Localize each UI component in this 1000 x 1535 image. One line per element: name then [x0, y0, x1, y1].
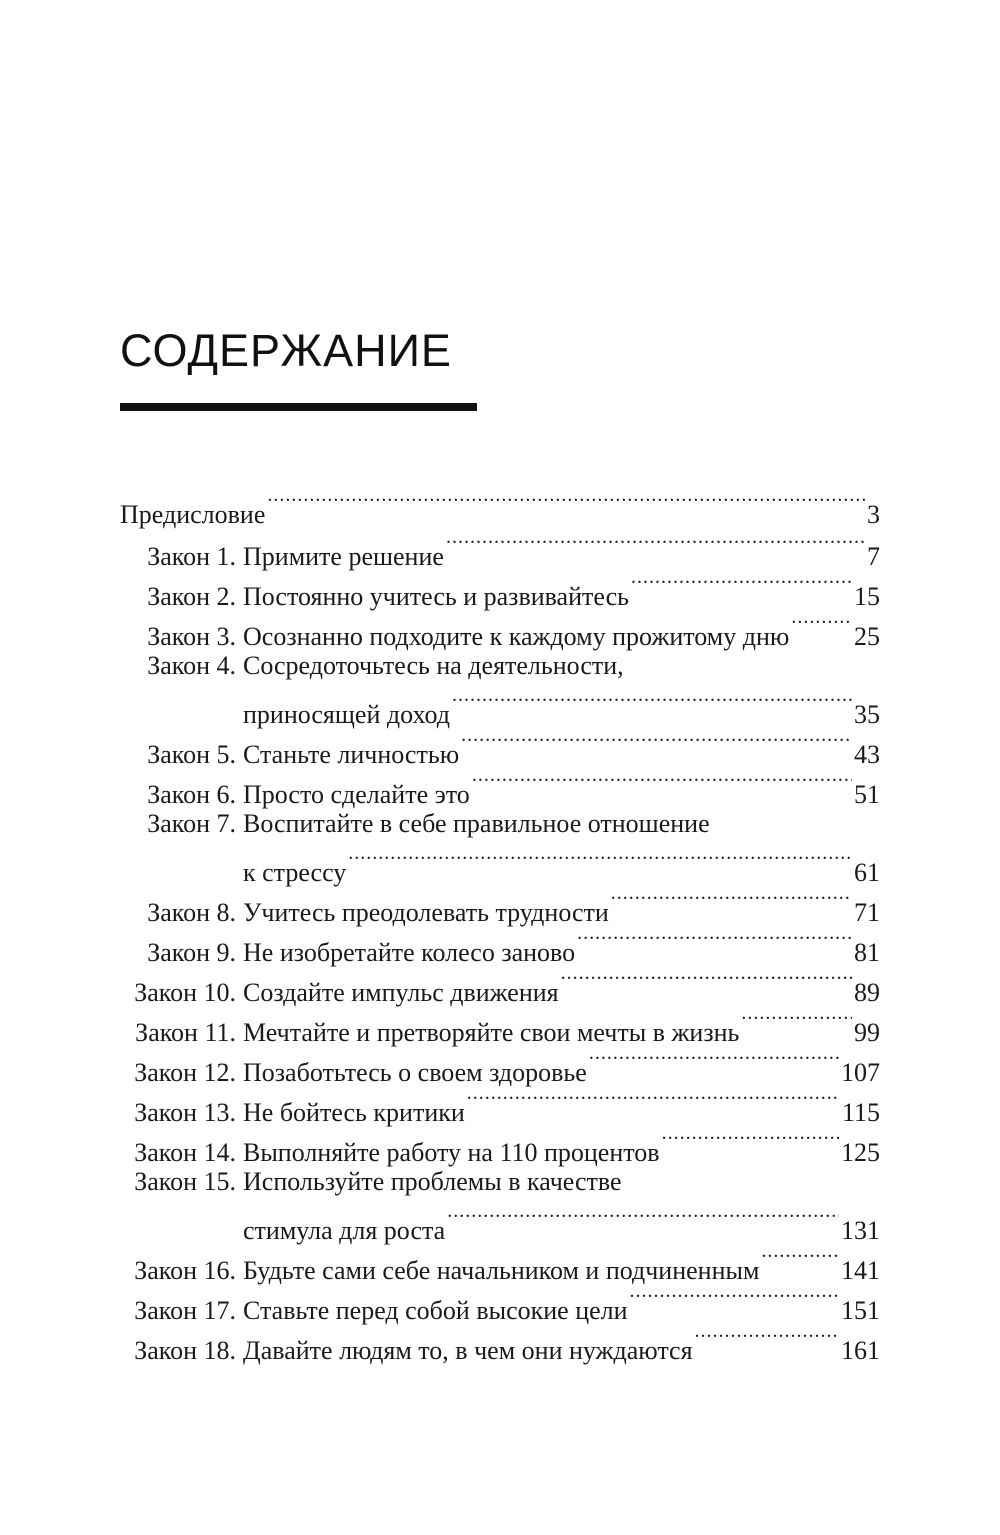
law-number: Закон 2.: [147, 582, 236, 611]
title-underline: [120, 403, 477, 411]
toc-entry: [120, 485, 880, 529]
law-number: Закон 5.: [147, 740, 236, 769]
page-number: 115: [841, 1098, 880, 1127]
toc-line: [120, 843, 880, 887]
entry-title: Будьте сами себе начальником и подчиненным: [243, 1256, 760, 1285]
page-number: 35: [854, 700, 880, 729]
dot-leader: [761, 1241, 839, 1279]
dot-leader: [791, 607, 852, 645]
toc-entry: [120, 1241, 880, 1285]
dot-leader: [695, 1321, 839, 1359]
entry-title: Создайте импульс движения: [243, 978, 559, 1007]
dot-leader: [577, 923, 852, 961]
dot-leader: [631, 567, 852, 605]
dot-leader: [611, 883, 852, 921]
dot-leader: [472, 765, 852, 803]
entry-title: Постоянно учитесь и развивайтесь: [243, 582, 629, 611]
law-number: Закон 10.: [134, 978, 236, 1007]
dot-leader: [561, 963, 852, 1001]
entry-title: Используйте проблемы в качестве: [243, 1167, 622, 1196]
dot-leader: [662, 1123, 839, 1161]
dot-leader: [467, 1083, 840, 1121]
toc-line: [120, 685, 880, 729]
page-number: 81: [854, 938, 880, 967]
dot-leader: [589, 1043, 839, 1081]
law-number: Закон 12.: [134, 1058, 236, 1087]
toc-line: [120, 883, 880, 927]
page-number: 15: [854, 582, 880, 611]
entry-title: Примите решение: [243, 542, 444, 571]
law-number: Закон 9.: [147, 938, 236, 967]
toc-entry: [120, 765, 880, 809]
law-number: Закон 4.: [147, 651, 236, 680]
toc-line: [120, 1083, 880, 1127]
toc-entry: [120, 567, 880, 611]
toc-entry: [120, 883, 880, 927]
entry-title: Осознанно подходите к каждому прожитому дню: [243, 622, 790, 651]
dot-leader: [630, 1281, 839, 1319]
law-number: Закон 11.: [135, 1018, 236, 1047]
toc-line: [120, 1163, 880, 1201]
dot-leader: [452, 685, 852, 723]
entry-title: Выполняйте работу на 110 процентов: [243, 1138, 660, 1167]
toc-line: [120, 567, 880, 611]
toc-entry: [120, 1043, 880, 1087]
entry-title: Позаботьтесь о своем здоровье: [243, 1058, 587, 1087]
toc-entry: [120, 1083, 880, 1127]
dot-leader: [348, 843, 852, 881]
toc-line: [120, 963, 880, 1007]
entry-title: Станьте личностью: [243, 740, 460, 769]
toc-line: [120, 485, 880, 529]
dot-leader: [267, 485, 865, 523]
law-number: Закон 6.: [147, 780, 236, 809]
entry-title: Не изобретайте колесо заново: [243, 938, 576, 967]
toc-entry: [120, 1163, 880, 1245]
page-title: СОДЕРЖАНИЕ: [120, 325, 452, 376]
toc-entry: [120, 1123, 880, 1167]
dot-leader: [447, 1201, 839, 1239]
page-number: 141: [841, 1256, 880, 1285]
toc-entry: [120, 527, 880, 571]
toc-entry: [120, 607, 880, 651]
page-number: 25: [854, 622, 880, 651]
page-number: 3: [867, 500, 880, 529]
entry-title: Сосредоточьтесь на деятельности,: [243, 651, 624, 680]
law-number: Закон 1.: [147, 542, 236, 571]
law-number: Закон 16.: [134, 1256, 236, 1285]
entry-title: Предисловие: [120, 500, 266, 529]
page-number: 61: [854, 858, 880, 887]
toc-entry: [120, 1281, 880, 1325]
entry-title: Воспитайте в себе правильное отношение: [243, 809, 710, 838]
toc-line: [120, 1321, 880, 1365]
entry-title: Просто сделайте это: [243, 780, 470, 809]
entry-title: Давайте людям то, в чем они нуждаются: [243, 1336, 693, 1365]
page-number: 131: [841, 1216, 880, 1245]
toc-line: [120, 1281, 880, 1325]
toc-entry: [120, 963, 880, 1007]
toc-line: [120, 1201, 880, 1245]
page-number: 99: [854, 1018, 880, 1047]
toc-line: [120, 607, 880, 651]
toc-line: [120, 725, 880, 769]
page-number: 7: [867, 542, 880, 571]
page-number: 107: [841, 1058, 880, 1087]
toc-line: [120, 923, 880, 967]
law-number: Закон 3.: [147, 622, 236, 651]
page-number: 43: [854, 740, 880, 769]
toc-entry: [120, 1003, 880, 1047]
dot-leader: [446, 527, 865, 565]
toc-line: [120, 647, 880, 685]
entry-title: Мечтайте и претворяйте свои мечты в жизнь: [243, 1018, 740, 1047]
entry-title: Не бойтесь критики: [243, 1098, 465, 1127]
page-number: 89: [854, 978, 880, 1007]
law-number: Закон 14.: [134, 1138, 236, 1167]
toc-line: [120, 1003, 880, 1047]
toc-entry: [120, 805, 880, 887]
toc-line: [120, 1241, 880, 1285]
law-number: Закон 7.: [147, 809, 236, 838]
table-of-contents: [120, 485, 880, 1365]
entry-title: стимула для роста: [243, 1216, 446, 1245]
toc-entry: [120, 1321, 880, 1365]
toc-entry: [120, 725, 880, 769]
law-number: Закон 13.: [134, 1098, 236, 1127]
toc-entry: [120, 647, 880, 729]
dot-leader: [461, 725, 852, 763]
toc-entry: [120, 923, 880, 967]
page-number: 161: [841, 1336, 880, 1365]
law-number: Закон 17.: [134, 1296, 236, 1325]
page-number: 71: [854, 898, 880, 927]
page-number: 125: [841, 1138, 880, 1167]
toc-line: [120, 1043, 880, 1087]
toc-line: [120, 527, 880, 571]
law-number: Закон 18.: [134, 1336, 236, 1365]
page-number: 151: [841, 1296, 880, 1325]
entry-title: приносящей доход: [243, 700, 450, 729]
entry-title: к стрессу: [243, 858, 347, 887]
toc-line: [120, 1123, 880, 1167]
toc-line: [120, 805, 880, 843]
dot-leader: [741, 1003, 852, 1041]
toc-line: [120, 765, 880, 809]
law-number: Закон 15.: [134, 1167, 236, 1196]
page-number: 51: [854, 780, 880, 809]
entry-title: Учитесь преодолевать трудности: [243, 898, 609, 927]
law-number: Закон 8.: [147, 898, 236, 927]
entry-title: Ставьте перед собой высокие цели: [243, 1296, 628, 1325]
